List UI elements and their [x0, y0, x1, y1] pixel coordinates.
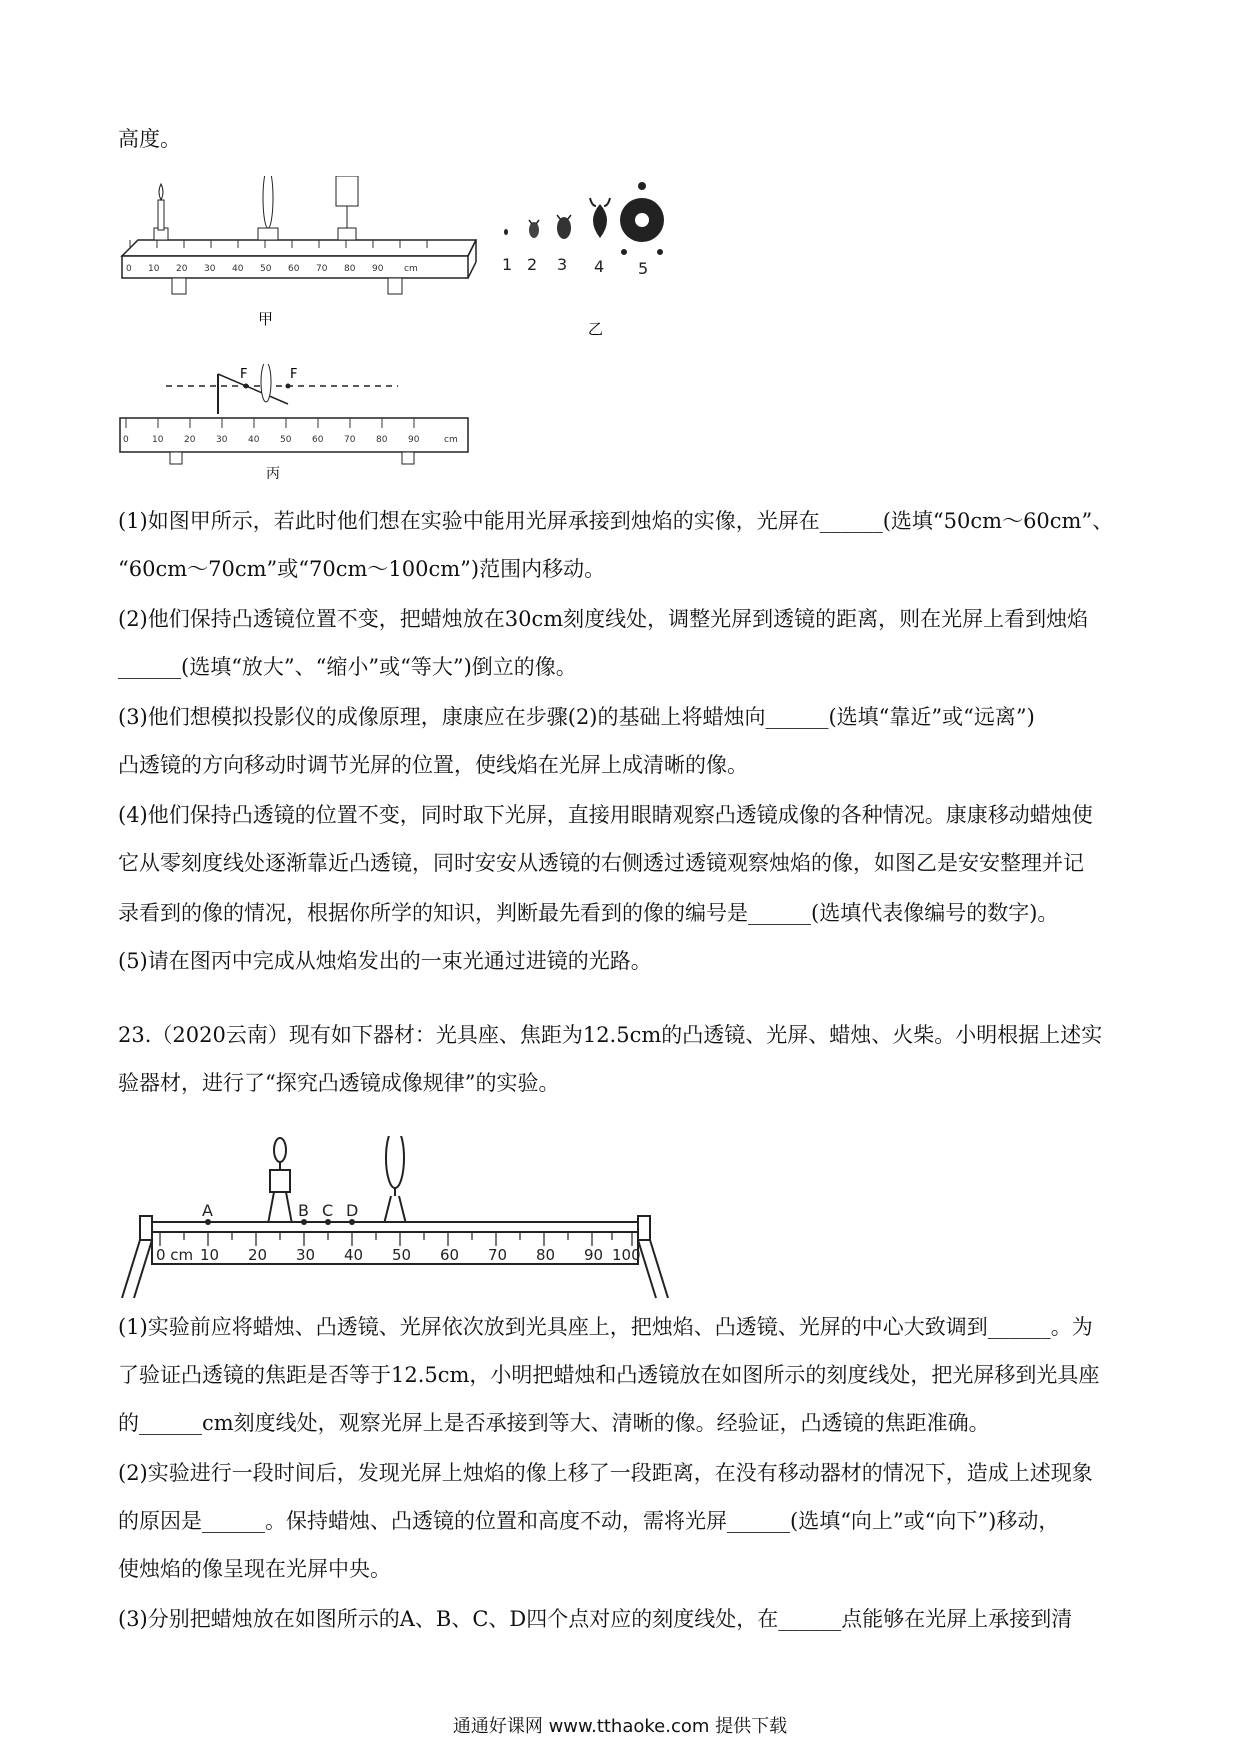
tick-label: 0 cm: [156, 1246, 194, 1264]
q23-line: 验器材，进行了“探究凸透镜成像规律”的实验。: [118, 1071, 560, 1095]
q22-line: “60cm～70cm”或“70cm～100cm”)范围内移动。: [118, 557, 606, 581]
point-label: B: [298, 1201, 309, 1220]
tick-label: 60: [440, 1246, 460, 1264]
image-number: 3: [557, 255, 568, 274]
q23-sub-line: 的______cm刻度线处，观察光屏上是否承接到等大、清晰的像。经验证，凸透镜的焦距准确。: [118, 1411, 990, 1435]
focal-point-label: F: [290, 367, 298, 382]
figure-label-yi: 乙: [588, 320, 604, 338]
focal-point-label: F: [240, 367, 248, 382]
tick-label: 80: [376, 435, 388, 445]
q22-line: (4)他们保持凸透镜的位置不变，同时取下光屏，直接用眼睛观察凸透镜成像的各种情况。康康移动蜡烛使: [118, 803, 1093, 827]
page-footer: 通通好课网 www.tthaoke.com 提供下载: [452, 1716, 788, 1737]
image-number: 5: [638, 259, 649, 278]
point-label: D: [346, 1201, 359, 1220]
tick-label: 70: [344, 435, 356, 445]
q23-sub-line: (1)实验前应将蜡烛、凸透镜、光屏依次放到光具座上，把烛焰、凸透镜、光屏的中心大致调到______。为: [118, 1315, 1093, 1339]
tick-label: 10: [200, 1246, 220, 1264]
figure-q23-bench: [118, 1136, 678, 1302]
tick-label: 20: [184, 435, 196, 445]
tick-label: 100: [612, 1246, 641, 1264]
q22-line: 它从零刻度线处逐渐靠近凸透镜，同时安安从透镜的右侧透过透镜观察烛焰的像，如图乙是安安整理并记: [118, 851, 1084, 875]
unit-label: cm: [444, 435, 458, 445]
image-number: 2: [527, 255, 538, 274]
tick-label: 40: [344, 1246, 364, 1264]
tick-label: 60: [312, 435, 324, 445]
tick-label: 10: [148, 264, 160, 274]
figure-label-jia: 甲: [258, 310, 274, 328]
tick-label: 40: [232, 264, 244, 274]
point-label: C: [322, 1201, 334, 1220]
tick-label: 0: [123, 435, 129, 445]
q23-sub-line: 的原因是______。保持蜡烛、凸透镜的位置和高度不动，需将光屏______(选填“向上”或“向下”)移动，: [118, 1509, 1060, 1533]
tick-label: 20: [176, 264, 188, 274]
q22-line: (3)他们想模拟投影仪的成像原理，康康应在步骤(2)的基础上将蜡烛向______(选填“靠近”或“远离”): [118, 705, 1035, 729]
tick-label: 50: [392, 1246, 412, 1264]
q23-line: 23.（2020云南）现有如下器材：光具座、焦距为12.5cm的凸透镜、光屏、蜡烛、火柴。小明根据上述实: [118, 1023, 1103, 1047]
q22-line: 凸透镜的方向移动时调节光屏的位置，使线焰在光屏上成清晰的像。: [118, 753, 748, 777]
tick-label: 90: [372, 264, 384, 274]
tick-label: 80: [344, 264, 356, 274]
q23-sub-line: (2)实验进行一段时间后，发现光屏上烛焰的像上移了一段距离，在没有移动器材的情况下，造成上述现象: [118, 1461, 1093, 1485]
unit-label: cm: [404, 264, 418, 274]
image-number: 1: [502, 255, 513, 274]
q22-line: ______(选填“放大”、“缩小”或“等大”)倒立的像。: [118, 655, 577, 679]
tick-label: 0: [126, 264, 132, 274]
q22-line: (5)请在图丙中完成从烛焰发出的一束光通过进镜的光路。: [118, 949, 652, 973]
point-label: A: [202, 1201, 213, 1220]
tick-label: 30: [296, 1246, 316, 1264]
tick-label: 60: [288, 264, 300, 274]
tick-label: 30: [204, 264, 216, 274]
figure-yi: [492, 180, 692, 340]
tick-label: 90: [408, 435, 420, 445]
q23-sub-line: (3)分别把蜡烛放在如图所示的A、B、C、D四个点对应的刻度线处，在______点能够在光屏上承接到清: [118, 1607, 1073, 1631]
q23-sub-line: 了验证凸透镜的焦距是否等于12.5cm，小明把蜡烛和凸透镜放在如图所示的刻度线处，把光屏移到光具座: [118, 1363, 1100, 1387]
top-fragment: 高度。: [118, 127, 181, 151]
tick-label: 90: [584, 1246, 604, 1264]
tick-label: 20: [248, 1246, 268, 1264]
tick-label: 40: [248, 435, 260, 445]
image-number: 4: [594, 257, 605, 276]
q22-line: 录看到的像的情况，根据你所学的知识，判断最先看到的像的编号是______(选填代表像编号的数字)。: [118, 901, 1059, 925]
tick-label: 10: [152, 435, 164, 445]
q22-line: (1)如图甲所示，若此时他们想在实验中能用光屏承接到烛焰的实像，光屏在______(选填“50cm～60cm”、: [118, 509, 1114, 533]
tick-label: 80: [536, 1246, 556, 1264]
figure-jia: [118, 176, 498, 346]
tick-label: 30: [216, 435, 228, 445]
q23-sub-line: 使烛焰的像呈现在光屏中央。: [118, 1557, 391, 1581]
q22-line: (2)他们保持凸透镜位置不变，把蜡烛放在30cm刻度线处，调整光屏到透镜的距离，则在光屏上看到烛焰: [118, 607, 1089, 631]
figure-bing: [118, 364, 478, 484]
figure-label-bing: 丙: [266, 466, 280, 482]
tick-label: 50: [260, 264, 272, 274]
tick-label: 50: [280, 435, 292, 445]
tick-label: 70: [488, 1246, 508, 1264]
tick-label: 70: [316, 264, 328, 274]
